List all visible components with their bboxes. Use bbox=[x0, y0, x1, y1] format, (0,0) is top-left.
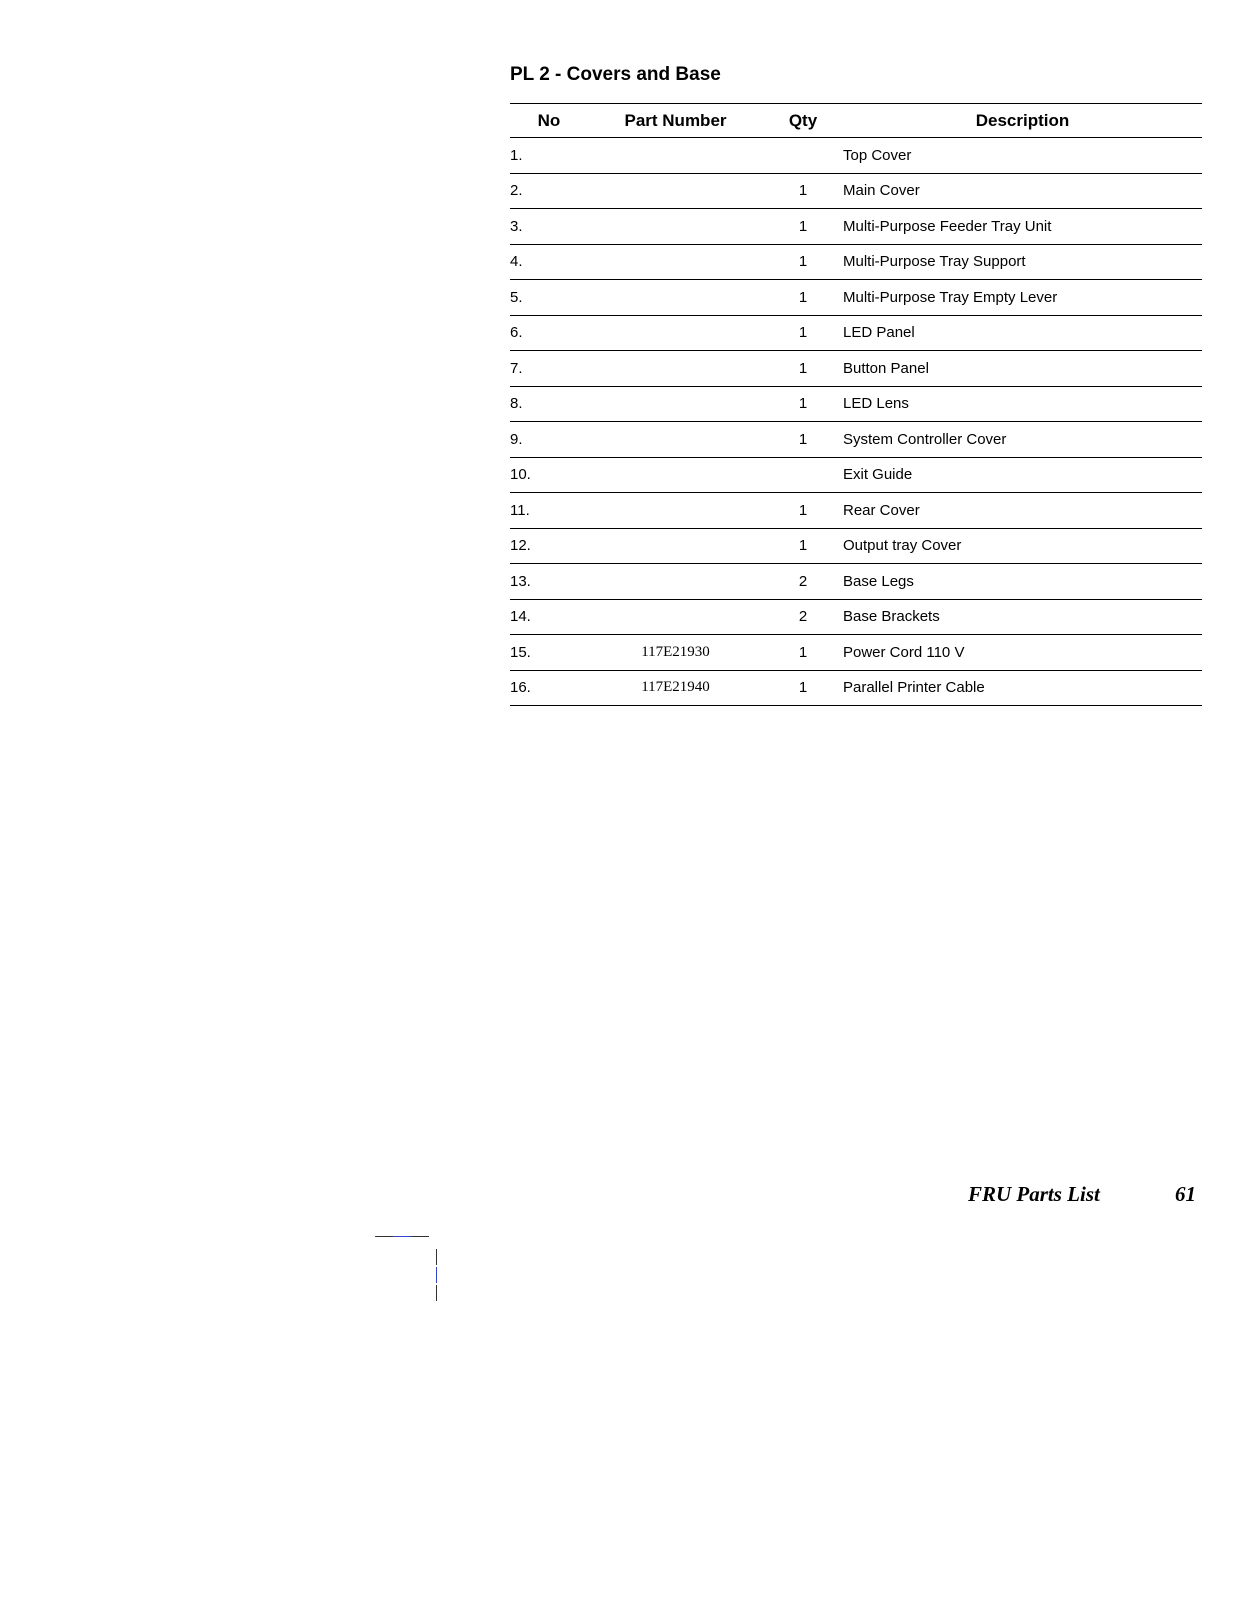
cell-description: Parallel Printer Cable bbox=[843, 670, 1202, 706]
cell-part-number bbox=[588, 315, 763, 351]
registration-mark-top bbox=[436, 1249, 437, 1265]
cell-description: Rear Cover bbox=[843, 493, 1202, 529]
cell-no: 2. bbox=[510, 173, 588, 209]
cell-part-number bbox=[588, 280, 763, 316]
table-row bbox=[510, 599, 1202, 635]
cell-qty: 1 bbox=[763, 670, 843, 706]
cell-part-number bbox=[588, 599, 763, 635]
table-row bbox=[510, 457, 1202, 493]
cell-no: 9. bbox=[510, 422, 588, 458]
table-row bbox=[510, 493, 1202, 529]
cell-no: 16. bbox=[510, 670, 588, 706]
cell-qty: 1 bbox=[763, 315, 843, 351]
table-row bbox=[510, 280, 1202, 316]
cell-no: 13. bbox=[510, 564, 588, 600]
cell-qty: 1 bbox=[763, 209, 843, 245]
cell-description: Power Cord 110 V bbox=[843, 635, 1202, 671]
cell-qty: 2 bbox=[763, 564, 843, 600]
header-no: No bbox=[510, 104, 588, 138]
cell-no: 1. bbox=[510, 138, 588, 174]
cell-no: 3. bbox=[510, 209, 588, 245]
cell-part-number bbox=[588, 351, 763, 387]
table-row bbox=[510, 386, 1202, 422]
registration-mark-middle bbox=[393, 1236, 411, 1237]
table-row bbox=[510, 138, 1202, 174]
cell-description: Multi-Purpose Tray Empty Lever bbox=[843, 280, 1202, 316]
cell-no: 15. bbox=[510, 635, 588, 671]
cell-part-number bbox=[588, 493, 763, 529]
cell-part-number bbox=[588, 173, 763, 209]
cell-description: Multi-Purpose Feeder Tray Unit bbox=[843, 209, 1202, 245]
cell-description: System Controller Cover bbox=[843, 422, 1202, 458]
page-number: 61 bbox=[1175, 1182, 1196, 1206]
parts-table bbox=[510, 103, 1202, 706]
registration-mark-bottom bbox=[436, 1285, 437, 1301]
cell-description: Base Brackets bbox=[843, 599, 1202, 635]
cell-qty bbox=[763, 138, 843, 174]
table-row bbox=[510, 315, 1202, 351]
table-row bbox=[510, 244, 1202, 280]
table-row bbox=[510, 635, 1202, 671]
cell-no: 12. bbox=[510, 528, 588, 564]
cell-part-number: 117E21940 bbox=[588, 670, 763, 706]
cell-no: 8. bbox=[510, 386, 588, 422]
section-title: PL 2 - Covers and Base bbox=[510, 64, 721, 85]
registration-mark-right bbox=[411, 1236, 429, 1237]
registration-mark-left bbox=[375, 1236, 393, 1237]
cell-no: 5. bbox=[510, 280, 588, 316]
table-row bbox=[510, 351, 1202, 387]
cell-part-number bbox=[588, 528, 763, 564]
table-row bbox=[510, 173, 1202, 209]
table-row bbox=[510, 422, 1202, 458]
cell-qty bbox=[763, 457, 843, 493]
cell-description: Base Legs bbox=[843, 564, 1202, 600]
cell-description: Output tray Cover bbox=[843, 528, 1202, 564]
cell-qty: 1 bbox=[763, 493, 843, 529]
table-row bbox=[510, 564, 1202, 600]
cell-qty: 1 bbox=[763, 528, 843, 564]
cell-description: Button Panel bbox=[843, 351, 1202, 387]
cell-part-number bbox=[588, 386, 763, 422]
header-part-number: Part Number bbox=[588, 104, 763, 138]
cell-part-number bbox=[588, 422, 763, 458]
cell-part-number bbox=[588, 564, 763, 600]
cell-no: 10. bbox=[510, 457, 588, 493]
footer-title: FRU Parts List bbox=[968, 1182, 1100, 1206]
cell-qty: 1 bbox=[763, 422, 843, 458]
cell-qty: 1 bbox=[763, 244, 843, 280]
cell-description: Multi-Purpose Tray Support bbox=[843, 244, 1202, 280]
cell-no: 11. bbox=[510, 493, 588, 529]
cell-qty: 2 bbox=[763, 599, 843, 635]
cell-no: 6. bbox=[510, 315, 588, 351]
header-description: Description bbox=[843, 104, 1202, 138]
cell-part-number: 117E21930 bbox=[588, 635, 763, 671]
cell-no: 4. bbox=[510, 244, 588, 280]
cell-description: LED Panel bbox=[843, 315, 1202, 351]
registration-mark-center bbox=[436, 1267, 437, 1283]
cell-no: 7. bbox=[510, 351, 588, 387]
cell-qty: 1 bbox=[763, 280, 843, 316]
table-row bbox=[510, 670, 1202, 706]
cell-qty: 1 bbox=[763, 173, 843, 209]
cell-description: LED Lens bbox=[843, 386, 1202, 422]
header-qty: Qty bbox=[763, 104, 843, 138]
cell-part-number bbox=[588, 457, 763, 493]
table-row bbox=[510, 209, 1202, 245]
cell-part-number bbox=[588, 138, 763, 174]
cell-qty: 1 bbox=[763, 635, 843, 671]
cell-description: Exit Guide bbox=[843, 457, 1202, 493]
cell-qty: 1 bbox=[763, 386, 843, 422]
cell-part-number bbox=[588, 244, 763, 280]
cell-description: Main Cover bbox=[843, 173, 1202, 209]
cell-part-number bbox=[588, 209, 763, 245]
table-row bbox=[510, 528, 1202, 564]
table-header-row bbox=[510, 104, 1202, 138]
cell-description: Top Cover bbox=[843, 138, 1202, 174]
cell-qty: 1 bbox=[763, 351, 843, 387]
cell-no: 14. bbox=[510, 599, 588, 635]
